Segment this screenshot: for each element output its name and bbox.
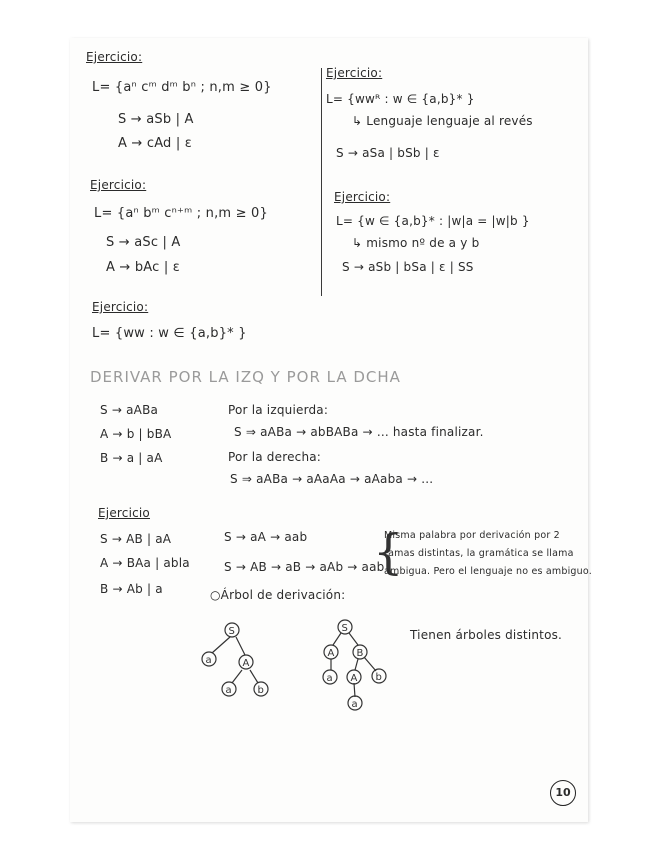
- svg-text:A: A: [350, 673, 358, 684]
- page-number: 10: [550, 780, 576, 806]
- exercise-4-grammar-1: S → AB | aA: [100, 532, 172, 546]
- tree-2-edge: [364, 657, 376, 671]
- tree-1-leaf-2-node: [254, 682, 268, 696]
- exercise-4-derivation-1: S → aA → aab: [224, 530, 308, 544]
- derivar-grammar-2: A → b | bBA: [100, 427, 172, 441]
- exercise-3-language: L= {ww : w ∈ {a,b}* }: [92, 326, 247, 341]
- svg-text:A: A: [327, 648, 335, 659]
- tree-2-left-node: [324, 645, 338, 659]
- tree-2-edge: [349, 633, 358, 645]
- exercise-r1-rule: S → aSa | bSb | ε: [336, 146, 440, 160]
- tree-2-edge: [354, 683, 355, 697]
- exercise-1-language: L= {aⁿ cᵐ dᵐ bⁿ ; n,m ≥ 0}: [92, 80, 272, 95]
- tree-2-mid-node: [347, 670, 361, 684]
- exercise-1-rule-2: A → cAd | ε: [118, 136, 192, 151]
- svg-text:S: S: [341, 623, 348, 634]
- exercise-r2-rule: S → aSb | bSa | ε | SS: [342, 260, 474, 274]
- ambiguity-note-line-3: ambigua. Pero el lenguaje no es ambiguo.: [384, 566, 592, 577]
- tree-2-edge: [355, 659, 358, 670]
- exercise-3-title: Ejercicio:: [92, 300, 149, 314]
- derivar-grammar-3: B → a | aA: [100, 451, 163, 465]
- tree-2-edge: [333, 633, 341, 645]
- svg-text:a: a: [205, 655, 212, 666]
- svg-text:b: b: [257, 685, 264, 696]
- derivar-heading: DERIVAR POR LA IZQ Y POR LA DCHA: [90, 368, 401, 386]
- exercise-2-rule-1: S → aSc | A: [106, 235, 181, 250]
- derivation-trees: [190, 615, 400, 715]
- svg-text:b: b: [375, 672, 382, 683]
- tree-2-root-node: [338, 620, 352, 634]
- tree-1-edge: [212, 637, 230, 653]
- tree-1-root-node: [225, 623, 239, 637]
- column-divider: [321, 68, 322, 296]
- tree-1-left-node: [202, 652, 216, 666]
- exercise-r1-language: L= {wwᴿ : w ∈ {a,b}* }: [326, 92, 475, 106]
- svg-text:S: S: [228, 626, 235, 637]
- tree-1-leaf-1-node: [222, 682, 236, 696]
- exercise-1-rule-1: S → aSb | A: [118, 112, 194, 127]
- exercise-4-derivation-2: S → AB → aB → aAb → aab: [224, 560, 385, 574]
- curly-brace: {: [373, 524, 404, 580]
- exercise-r1-note: ↳ Lenguaje lenguaje al revés: [352, 114, 533, 128]
- tree-1-edge: [232, 670, 242, 683]
- exercise-r2-language: L= {w ∈ {a,b}* : |w|a = |w|b }: [336, 214, 530, 228]
- svg-text:a: a: [225, 685, 232, 696]
- exercise-r1-title: Ejercicio:: [326, 66, 383, 80]
- exercise-2-title: Ejercicio:: [90, 178, 147, 192]
- tree-2: [323, 620, 386, 710]
- tree-1: [202, 623, 268, 696]
- tree-2-right-leaf-node: [372, 669, 386, 683]
- exercise-2-language: L= {aⁿ bᵐ cⁿ⁺ᵐ ; n,m ≥ 0}: [94, 206, 268, 221]
- tree-1-mid-node: [239, 655, 253, 669]
- derivar-right-derivation: S ⇒ aABa → aAaAa → aAaba → ...: [230, 472, 434, 486]
- ambiguity-note-line-1: Misma palabra por derivación por 2: [384, 530, 560, 541]
- derivar-grammar-1: S → aABa: [100, 403, 159, 417]
- exercise-4-grammar-3: B → Ab | a: [100, 582, 163, 596]
- tree-1-edge: [250, 670, 258, 683]
- tree-2-right-node: [353, 645, 367, 659]
- derivar-left-label: Por la izquierda:: [228, 403, 329, 417]
- tree-1-edge: [236, 637, 245, 655]
- exercise-4-title: Ejercicio: [98, 506, 150, 520]
- exercise-2-rule-2: A → bAc | ε: [106, 260, 180, 275]
- trees-note: Tienen árboles distintos.: [410, 628, 563, 642]
- exercise-4-grammar-2: A → BAa | abla: [100, 556, 190, 570]
- svg-text:A: A: [242, 658, 250, 669]
- exercise-1-title: Ejercicio:: [86, 50, 143, 64]
- derivar-right-label: Por la derecha:: [228, 450, 322, 464]
- exercise-r2-note: ↳ mismo nº de a y b: [352, 236, 480, 250]
- ambiguity-note-line-2: ramas distintas, la gramática se llama: [384, 548, 574, 559]
- tree-2-bottom-leaf-node: [348, 696, 362, 710]
- tree-2-left-leaf-node: [323, 670, 337, 684]
- derivar-left-derivation: S ⇒ aABa → abBABa → ... hasta finalizar.: [234, 425, 484, 439]
- svg-text:a: a: [351, 699, 358, 710]
- svg-text:a: a: [326, 673, 333, 684]
- exercise-r2-title: Ejercicio:: [334, 190, 391, 204]
- svg-text:B: B: [356, 648, 364, 659]
- derivation-tree-label: ○Árbol de derivación:: [210, 588, 346, 602]
